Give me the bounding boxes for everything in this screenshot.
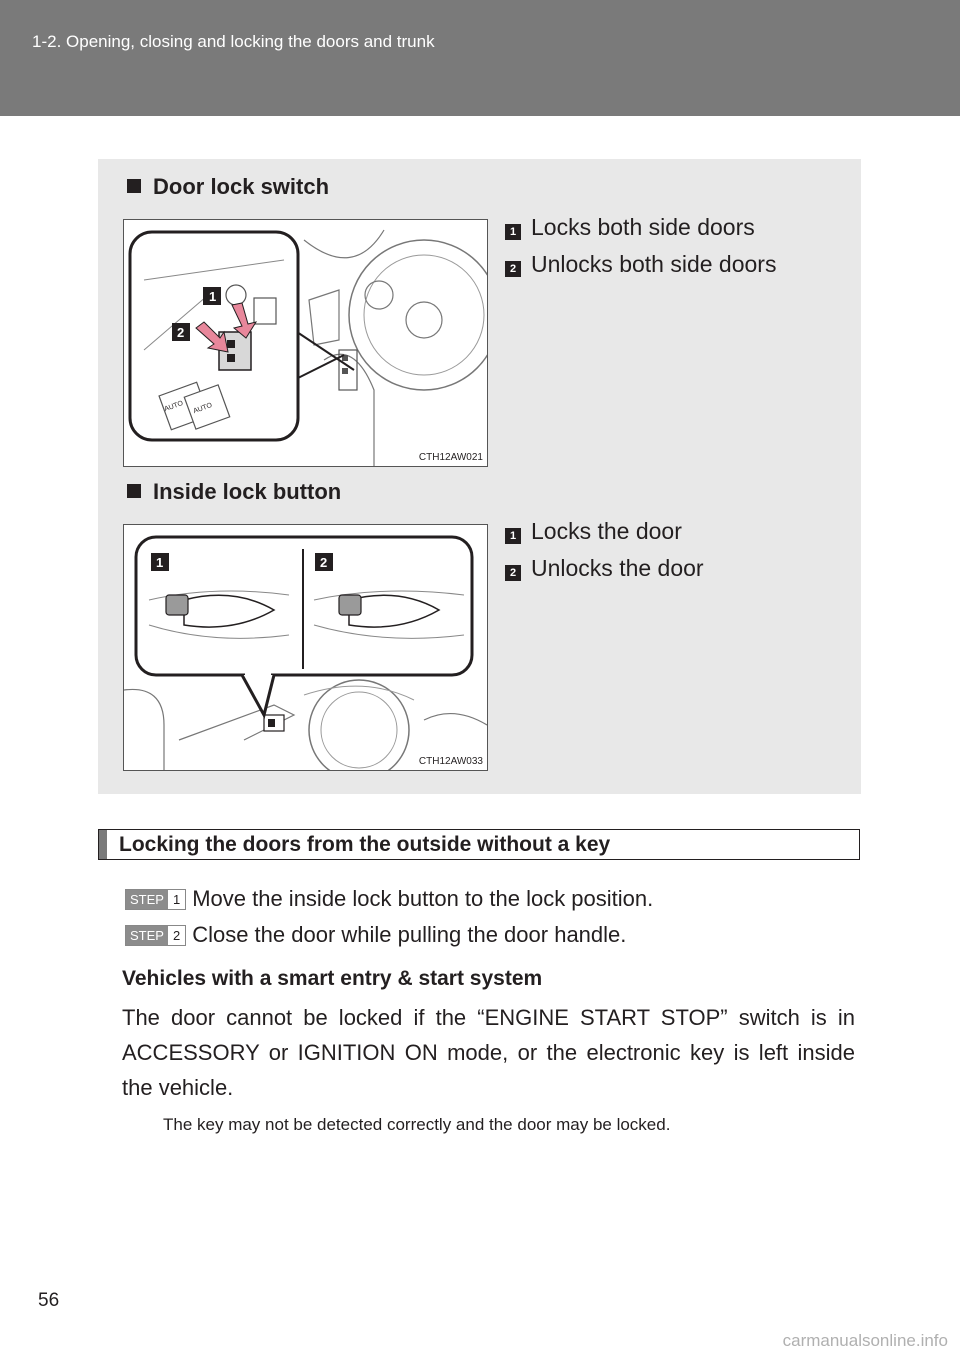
step-badge: STEP 1 bbox=[125, 889, 186, 910]
page-header bbox=[0, 0, 960, 116]
section-title: Locking the doors from the outside without a key bbox=[119, 833, 611, 856]
inside-lock-button-illustration bbox=[123, 524, 488, 771]
legend-item: 2 Unlocks both side doors bbox=[505, 251, 776, 288]
door-lock-switch-illustration bbox=[123, 219, 488, 467]
svg-text:AUTO: AUTO bbox=[192, 401, 214, 416]
step-2 bbox=[125, 922, 626, 948]
step-1 bbox=[125, 886, 653, 912]
number-badge: 2 bbox=[505, 565, 521, 581]
door-lock-switch-drawing bbox=[124, 220, 487, 466]
image-code: CTH12AW021 bbox=[418, 452, 483, 463]
inside-lock-button-drawing bbox=[124, 525, 487, 770]
inside-lock-button-heading: Inside lock button bbox=[127, 479, 341, 505]
note-text: The key may not be detected correctly and the door may be locked. bbox=[163, 1115, 671, 1134]
number-badge: 2 bbox=[505, 261, 521, 277]
body-paragraph: The door cannot be locked if the “ENGINE START STOP” switch is in ACCESSORY or IGNITION ON mode, or the electronic key is left inside the vehicle. bbox=[122, 1005, 855, 1100]
door-lock-switch-heading: Door lock switch bbox=[127, 174, 329, 200]
legend-item: 1 Locks the door bbox=[505, 518, 704, 555]
inside-lock-button-legend bbox=[505, 518, 704, 592]
svg-text:2: 2 bbox=[320, 555, 328, 570]
svg-text:AUTO: AUTO bbox=[163, 399, 185, 414]
svg-text:1: 1 bbox=[209, 289, 217, 304]
section-title-bar bbox=[98, 829, 860, 860]
door-lock-switch-legend bbox=[505, 214, 776, 288]
title-stripe bbox=[99, 830, 107, 859]
square-bullet-icon bbox=[127, 179, 141, 193]
svg-text:1: 1 bbox=[156, 555, 164, 570]
image-code: CTH12AW033 bbox=[418, 756, 483, 767]
legend-item: 2 Unlocks the door bbox=[505, 555, 704, 592]
page-number: 56 bbox=[38, 1290, 60, 1311]
step-text: Close the door while pulling the door handle. bbox=[192, 922, 627, 947]
legend-item: 1 Locks both side doors bbox=[505, 214, 776, 251]
number-badge: 1 bbox=[505, 528, 521, 544]
step-text: Move the inside lock button to the lock position. bbox=[192, 886, 654, 911]
smart-entry-subheading: Vehicles with a smart entry & start system bbox=[122, 967, 543, 990]
svg-text:2: 2 bbox=[177, 325, 185, 340]
square-bullet-icon bbox=[127, 484, 141, 498]
chapter-title: 1-2. Opening, closing and locking the doors and trunk bbox=[32, 32, 435, 51]
number-badge: 1 bbox=[505, 224, 521, 240]
watermark: carmanualsonline.info bbox=[782, 1331, 948, 1350]
step-badge: STEP 2 bbox=[125, 925, 186, 946]
